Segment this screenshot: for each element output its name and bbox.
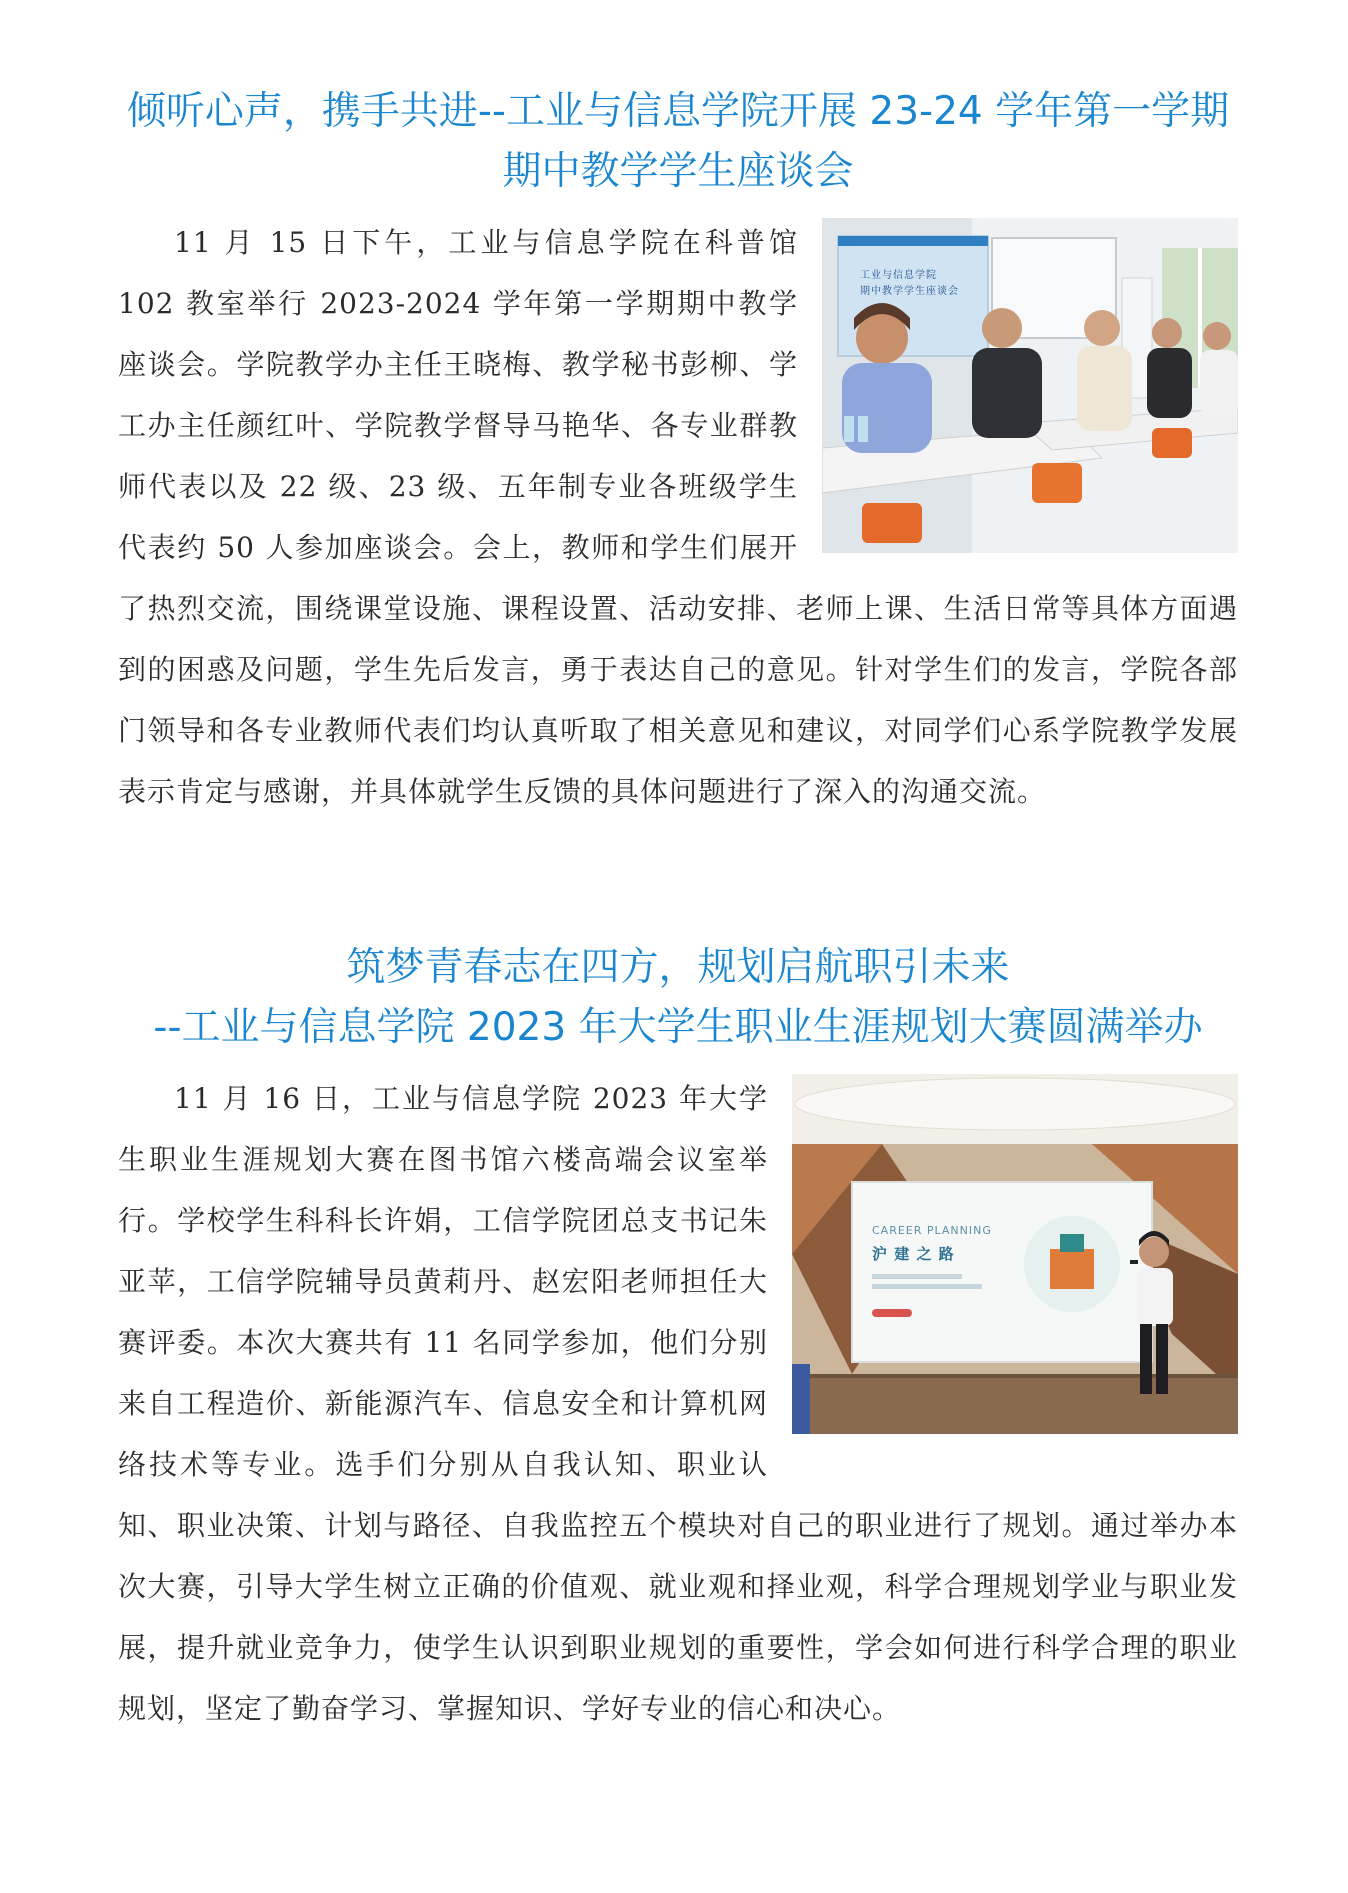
title-line-1: 倾听心声，携手共进--工业与信息学院开展 23-24 学年第一学期: [126, 89, 1230, 134]
title-line-2: 期中教学学生座谈会: [502, 149, 854, 194]
title-line-1: 筑梦青春志在四方，规划启航职引未来: [346, 945, 1010, 990]
title-line-2: --工业与信息学院 2023 年大学生职业生涯规划大赛圆满举办: [153, 1005, 1203, 1050]
seminar-photo: [822, 218, 1238, 553]
screen-text-1: CAREER PLANNING: [872, 1224, 992, 1237]
screen-text-2: 期中教学学生座谈会: [860, 286, 959, 297]
article-body: [118, 212, 1238, 822]
screen-text-2: 沪 建 之 路: [872, 1245, 955, 1263]
article-seminar: [118, 82, 1238, 822]
article-title: [118, 938, 1238, 1058]
screen-text-1: 工业与信息学院: [860, 270, 937, 281]
article-title: [118, 82, 1238, 202]
article-body: [118, 1068, 1238, 1739]
contest-photo: [792, 1074, 1238, 1434]
article-paragraph: 11 月 15 日下午，工业与信息学院在科普馆 102 教室举行 2023-2024 学年第一学期期中教学座谈会。学院教学办主任王晓梅、教学秘书彭柳、学工办主任颜红叶、学院教学督导马艳华、各专业群教师代表以及 22 级、23 级、五年制专业各班级学生代表约 50 人参加座谈会。会上，教师和学生们展开了热烈交流，围绕课堂设施、课程设置、活动安排、老师上课、生活日常等具体方面遇到的困惑及问题，学生先后发言，勇于表达自己的意见。针对学生们的发言，学院各部门领导和各专业教师代表们均认真听取了相关意见和建议，对同学们心系学院教学发展表示肯定与感谢，并具体就学生反馈的具体问题进行了深入的沟通交流。: [118, 226, 1238, 808]
article-paragraph: 11 月 16 日，工业与信息学院 2023 年大学生职业生涯规划大赛在图书馆六楼高端会议室举行。学校学生科科长许娟，工信学院团总支书记朱亚苹，工信学院辅导员黄莉丹、赵宏阳老师担任大赛评委。本次大赛共有 11 名同学参加，他们分别来自工程造价、新能源汽车、信息安全和计算机网络技术等专业。选手们分别从自我认知、职业认知、职业决策、计划与路径、自我监控五个模块对自己的职业进行了规划。通过举办本次大赛，引导大学生树立正确的价值观、就业观和择业观，科学合理规划学业与职业发展，提升就业竞争力，使学生认识到职业规划的重要性，学会如何进行科学合理的职业规划，坚定了勤奋学习、掌握知识、学好专业的信心和决心。: [118, 1082, 1238, 1725]
stage-photo-illustration: [792, 1074, 1238, 1434]
classroom-photo-illustration: [822, 218, 1238, 553]
article-career-contest: [118, 938, 1238, 1739]
